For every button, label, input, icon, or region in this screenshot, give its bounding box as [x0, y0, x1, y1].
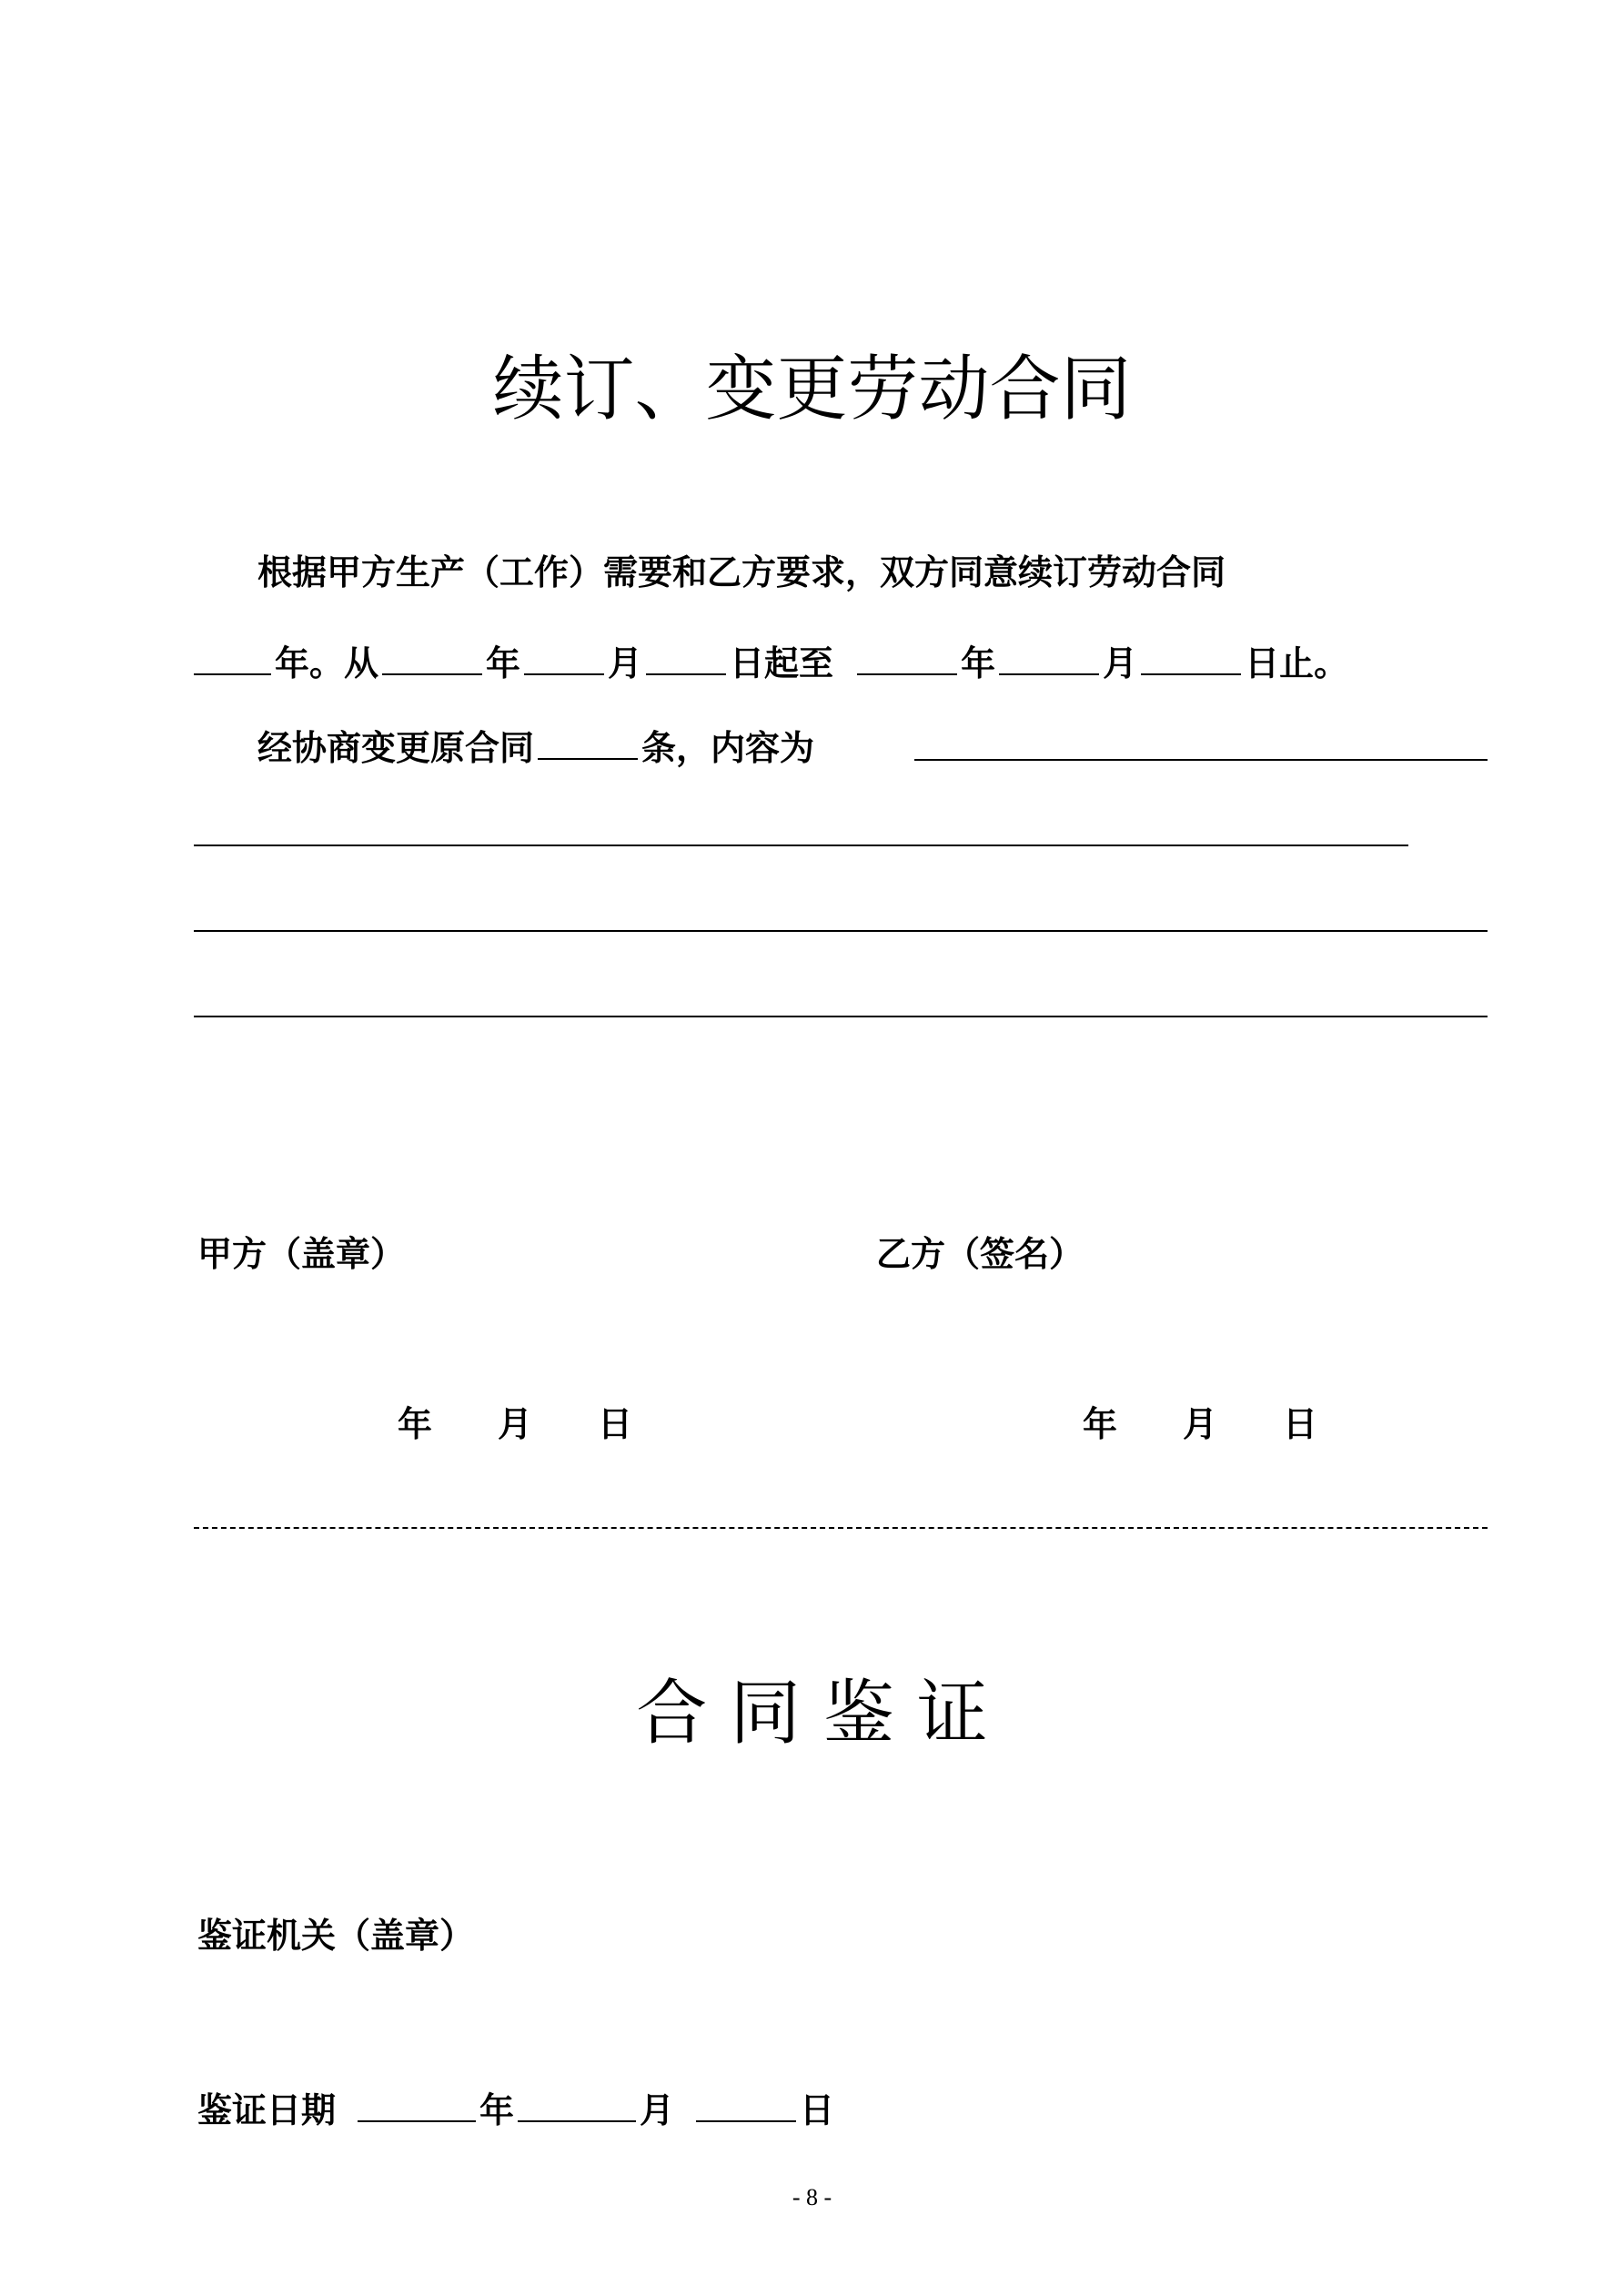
party-a-seal-label: 甲方（盖章） — [197, 1234, 406, 1274]
party-a-date-month: 月 — [498, 1404, 533, 1444]
verification-date-label: 鉴证日期 — [197, 2090, 337, 2130]
start-day-blank[interactable] — [646, 642, 726, 675]
start-year-label: 年 — [486, 643, 521, 683]
start-day-label: 日起至 — [730, 643, 834, 683]
end-day-blank[interactable] — [1141, 642, 1241, 675]
change-content-line-4[interactable] — [194, 1016, 1488, 1017]
change-content-line-3[interactable] — [194, 930, 1488, 932]
party-a-date-year: 年 — [398, 1404, 433, 1444]
party-b-date-year: 年 — [1083, 1404, 1118, 1444]
verification-month-blank[interactable] — [518, 2089, 636, 2122]
party-a-date-day: 日 — [598, 1404, 633, 1444]
end-month-blank[interactable] — [999, 642, 1099, 675]
section-divider — [194, 1527, 1488, 1529]
term-years-blank[interactable] — [194, 642, 271, 675]
change-clause-prefix: 经协商变更原合同 — [257, 728, 535, 768]
change-clause-line — [257, 727, 815, 768]
verification-month-label: 月 — [640, 2090, 675, 2130]
party-b-date-month: 月 — [1183, 1404, 1218, 1444]
verification-date-line — [197, 2089, 834, 2128]
renewal-term-line — [194, 642, 1348, 681]
verification-day-blank[interactable] — [696, 2089, 796, 2122]
party-b-date-day: 日 — [1283, 1404, 1318, 1444]
verification-year-label: 年 — [479, 2090, 515, 2130]
change-content-line-1[interactable] — [914, 759, 1488, 761]
end-year-label: 年 — [961, 643, 996, 683]
party-a-date — [398, 1404, 633, 1444]
term-years-label: 年。从 — [275, 643, 379, 683]
renewal-paragraph-line1: 根据甲方生产（工作）需要和乙方要求，双方同意续订劳动合同 — [257, 552, 1226, 592]
verification-day-label: 日 — [800, 2090, 835, 2130]
change-clause-suffix: 条，内容为 — [641, 728, 815, 768]
party-b-signature-label: 乙方（签名） — [876, 1234, 1084, 1274]
verification-authority-label: 鉴证机关（盖章） — [197, 1916, 475, 1956]
page-number: - 8 - — [792, 2184, 832, 2210]
end-month-label: 月 — [1103, 643, 1138, 683]
start-month-label: 月 — [608, 643, 643, 683]
start-month-blank[interactable] — [524, 642, 604, 675]
verification-title: 合 同 鉴 证 — [636, 1673, 988, 1755]
start-year-blank[interactable] — [382, 642, 482, 675]
end-day-label: 日止。 — [1245, 643, 1349, 683]
verification-year-blank[interactable] — [358, 2089, 476, 2122]
party-b-date — [1083, 1404, 1318, 1444]
document-title: 续订、变更劳动合同 — [492, 349, 1132, 430]
change-content-line-2[interactable] — [194, 845, 1408, 846]
end-year-blank[interactable] — [857, 642, 957, 675]
clause-count-blank[interactable] — [538, 727, 638, 760]
